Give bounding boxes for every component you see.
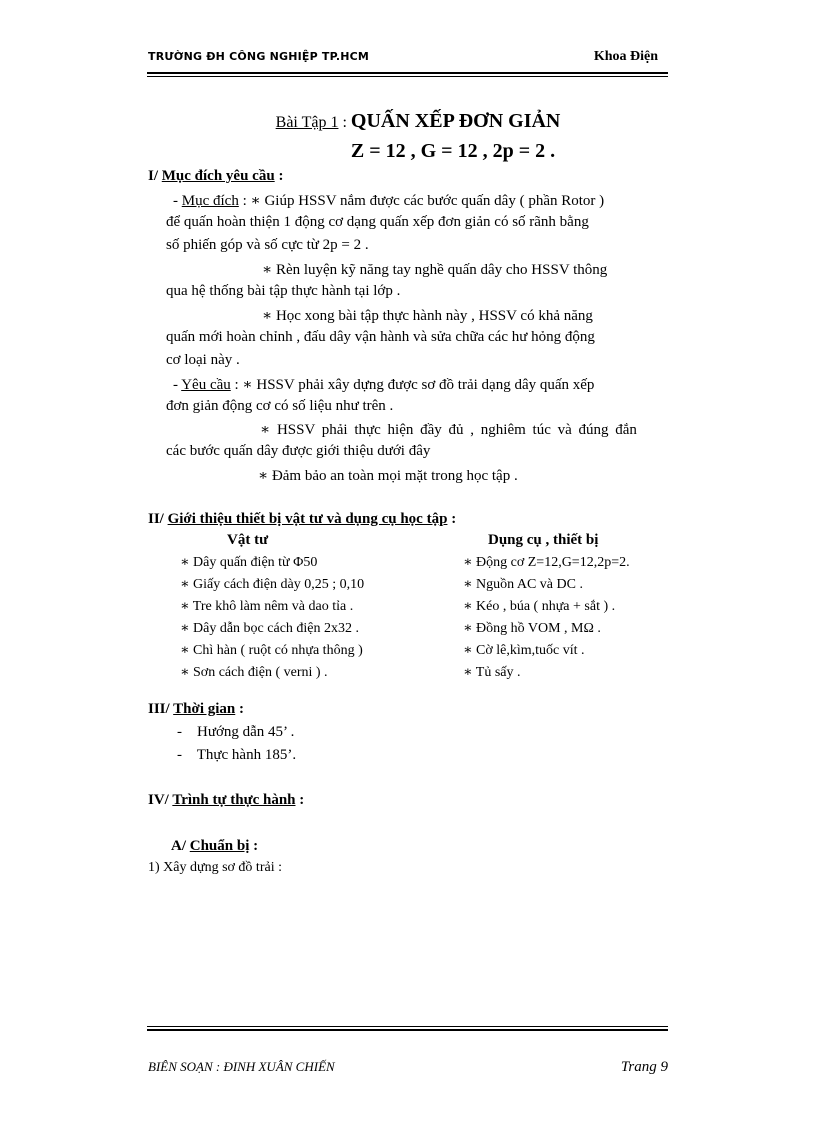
text-line: cơ loại này . — [166, 352, 240, 368]
material-item: ∗ Dây dẫn bọc cách điện 2x32 . — [180, 621, 360, 636]
header-department: Khoa Điện — [593, 49, 658, 64]
material-item: ∗ Giấy cách điện dày 0,25 ; 0,10 — [180, 577, 365, 592]
exercise-label: Bài Tập 1 — [275, 114, 339, 131]
title-params: Z = 12 , G = 12 , 2p = 2 . — [350, 140, 556, 162]
header-school: TRƯỜNG ĐH CÔNG NGHIỆP TP.HCM — [148, 50, 370, 63]
header-rule-thin — [147, 76, 668, 77]
title-colon: : — [338, 114, 351, 131]
page-title — [0, 110, 816, 133]
title-main: QUẤN XẾP ĐƠN GIẢN — [350, 110, 561, 132]
footer-rule-thick — [147, 1029, 668, 1031]
text-line: để quấn hoàn thiện 1 động cơ dạng quấn xếp đơn giản có số rãnh bằng — [166, 214, 589, 230]
footer-rule-thin — [147, 1026, 668, 1027]
text-line: quấn mới hoàn chỉnh , đấu dây vận hành và sửa chữa các hư hỏng động — [166, 329, 595, 345]
time-item: - Hướng dẫn 45’ . — [177, 724, 295, 740]
section-2-heading: II/ Giới thiệu thiết bị vật tư và dụng cụ học tập : — [148, 511, 457, 527]
material-item: ∗ Chì hàn ( ruột có nhựa thông ) — [180, 643, 363, 658]
material-item: ∗ Tre khô làm nêm và dao tỉa . — [180, 599, 354, 614]
material-item: ∗ Dây quấn điện từ Φ50 — [180, 555, 318, 570]
footer-author: BIÊN SOẠN : ĐINH XUÂN CHIẾN — [148, 1059, 335, 1074]
section-4-heading: IV/ Trình tự thực hành : — [148, 792, 305, 808]
section-1-heading: I/ Mục đích yêu cầu : — [148, 168, 284, 184]
text-line: đơn giản động cơ có số liệu như trên . — [166, 398, 394, 414]
text-line: ∗ HSSV phải thực hiện đầy đủ , nghiêm túc và đúng đắn — [260, 422, 637, 438]
tool-item: ∗ Kéo , búa ( nhựa + sắt ) . — [463, 599, 616, 614]
tools-column-title: Dụng cụ , thiết bị — [488, 532, 599, 548]
text-line: ∗ Đảm bảo an toàn mọi mặt trong học tập . — [258, 468, 518, 484]
subsection-a-heading: A/ Chuẩn bị : — [171, 838, 259, 854]
purpose-label: Mục đích — [181, 193, 239, 209]
text-line: số phiến góp và số cực từ 2p = 2 . — [166, 237, 369, 253]
section-3-heading: III/ Thời gian : — [148, 701, 245, 717]
purpose-line: - Mục đích : ∗ Giúp HSSV nắm được các bước quấn dây ( phần Rotor ) — [173, 193, 605, 209]
material-item: ∗ Sơn cách điện ( verni ) . — [180, 665, 328, 680]
text-line: ∗ Học xong bài tập thực hành này , HSSV có khả năng — [262, 308, 593, 324]
header-rule-thick — [147, 72, 668, 74]
text-line: ∗ Rèn luyện kỹ năng tay nghề quấn dây cho HSSV thông — [262, 262, 608, 278]
time-item: - Thực hành 185’. — [177, 747, 297, 763]
tool-item: ∗ Nguồn AC và DC . — [463, 577, 583, 592]
step-1: 1) Xây dựng sơ đồ trải : — [148, 860, 282, 875]
page-number: Trang 9 — [620, 1059, 668, 1075]
text-line: qua hệ thống bài tập thực hành tại lớp . — [166, 283, 401, 299]
tool-item: ∗ Cờ lê,kìm,tuốc vít . — [463, 643, 585, 658]
tool-item: ∗ Động cơ Z=12,G=12,2p=2. — [463, 555, 630, 570]
materials-column-title: Vật tư — [227, 532, 269, 548]
tool-item: ∗ Tủ sấy . — [463, 665, 521, 680]
requirement-line: - Yêu cầu : ∗ HSSV phải xây dựng được sơ đồ trải dạng dây quấn xếp — [173, 377, 595, 393]
tool-item: ∗ Đồng hồ VOM , MΩ . — [463, 621, 601, 636]
text-line: các bước quấn dây được giới thiệu dưới đây — [166, 443, 431, 459]
requirement-label: Yêu cầu — [181, 377, 231, 393]
